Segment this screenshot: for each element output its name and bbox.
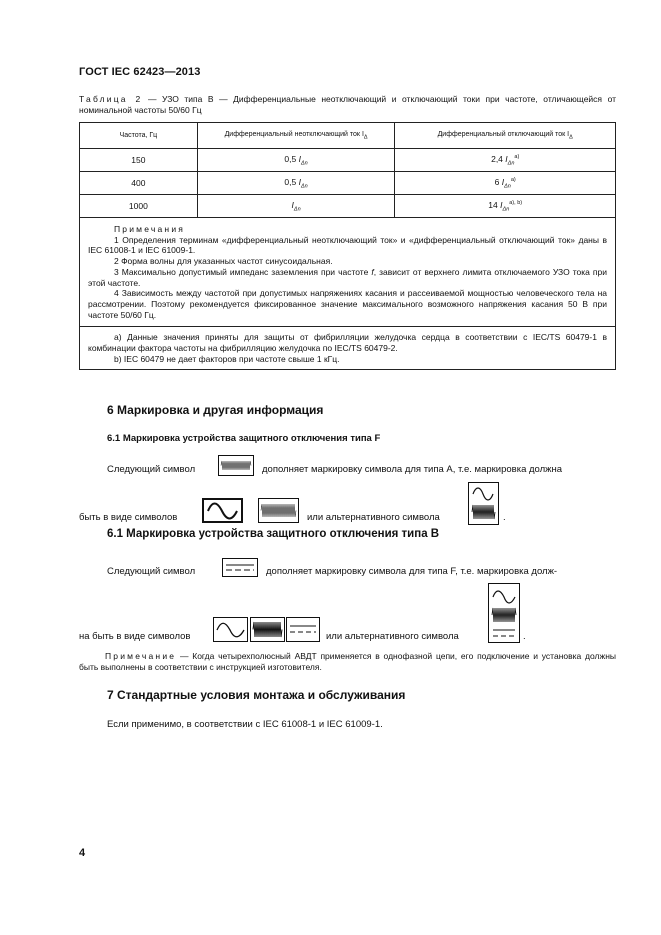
current-symbol: I [298,153,301,164]
document-header: ГОСТ IEC 62423—2013 [79,66,201,78]
section-6-1-f-title: 6.1 Маркировка устройства защитного отключения типа F [107,433,381,444]
hf-wave-box-icon [250,617,285,642]
col-header-trip-text: Дифференциальный отключающий ток I [437,130,570,138]
b-line2-end: . [523,631,526,642]
table-header-row [80,123,616,149]
notes-title: Примечания [114,224,186,234]
combined-type-f-icon [468,482,499,525]
current-subscript: Δn [293,206,301,213]
cell-value: 14 [488,199,501,210]
section-6-note [79,651,616,673]
cell-value: 2,4 [491,153,506,164]
table-row [80,149,616,172]
note-3-text-a: 3 Максимально допустимый импеданс заземления при частоте [114,266,372,277]
footnote-a: a) Данные значения приняты для защиты от фибрилляции желудочка сердца в соответствии с IEC/TS 60479-1 в комбинации фактора частоты на фибрилляцию желудочка по IEC/TS 60479-2. [88,332,607,354]
table-notes-row [80,218,616,327]
cell-frequency: 400 [80,172,198,195]
current-symbol: I [298,176,301,187]
table-footnotes-row [80,327,616,370]
f-line1-b: дополняет маркировку символа для типа A, т.е. маркировка должна [262,464,563,475]
sine-wave-box-icon [213,617,248,642]
section-6-title: 6 Маркировка и другая информация [107,403,324,417]
section-7-text: Если применимо, в соответствии с IEC 61008-1 и IEC 61009-1. [107,719,383,730]
cell-value: 6 [494,176,502,187]
cell-trip [395,149,616,172]
table-caption-label: Таблица 2 [79,94,143,104]
current-subscript: Δn [502,206,510,213]
note-text: — Когда четырехполюсный АВДТ применяется в однофазной цепи, его подключение и установка должны быть выполнены в соответствии с инструкцией изготовителя. [79,651,616,672]
page-number: 4 [79,847,86,859]
current-subscript: Δn [300,183,308,190]
b-line1-a: Следующий символ [107,566,196,577]
b-line2-b: или альтернативного символа [326,631,459,642]
f-line1-a: Следующий символ [107,464,196,475]
current-subscript: Δn [300,160,308,167]
b-line2-a: на быть в виде символов [79,631,191,642]
hf-wave-box-icon [218,455,254,476]
note-2: 2 Форма волны для указанных частот синусоидальная. [114,256,333,267]
col-header-trip-sub: Δ [569,134,573,141]
frequency-table [79,122,616,370]
note-3 [88,267,607,288]
table-footnotes [80,327,616,370]
dc-dashed-box-icon [222,558,258,577]
f-line2-b: или альтернативного символа [307,512,440,523]
cell-value: 0,5 [284,153,299,164]
cell-trip [395,172,616,195]
table-notes [80,218,616,327]
current-symbol: I [501,176,505,187]
sine-wave-box-icon [202,498,243,523]
f-line2-end: . [503,512,506,523]
cell-non-trip [197,172,395,195]
cell-frequency: 150 [80,149,198,172]
col-header-trip [395,123,616,149]
hf-wave-box-icon [258,498,299,523]
b-line1-b: дополняет маркировку символа для типа F, т.е. маркировка долж- [266,566,558,577]
current-subscript: Δn [504,183,511,190]
footnote-ref: a) [510,176,516,183]
f-line2-a: быть в виде символов [79,512,178,523]
section-7-title: 7 Стандартные условия монтажа и обслуживания [107,688,406,702]
note-label: Примечание [105,651,177,661]
col-header-frequency [80,123,198,149]
footnote-ref: a), b) [509,199,523,206]
note-3-f: f [371,266,374,277]
col-header-frequency-text: Частота, Гц [119,132,158,139]
cell-non-trip [197,195,395,218]
current-subscript: Δn [507,160,515,167]
cell-value: 0,5 [284,176,299,187]
col-header-non-trip-sub: Δ [363,134,368,141]
current-symbol: I [291,199,294,210]
section-6-1-b-title: 6.1 Маркировка устройства защитного отключения типа B [107,528,440,540]
footnote-b: b) IEC 60479 не дает факторов при частоте свыше 1 кГц. [114,353,340,364]
dc-dashed-box-icon [286,617,320,642]
cell-trip [395,195,616,218]
note-3-text-b: , зависит от верхнего лимита отключаемого УЗО тока при этой частоте. [88,266,607,288]
cell-non-trip [197,149,395,172]
col-header-non-trip-text: Дифференциальный неотключающий ток I [224,130,364,138]
current-symbol: I [505,153,508,164]
note-1: 1 Определения терминам «дифференциальный неотключающий ток» и «дифференциальный отключающий ток» даны в IEC 61008-1 и IEC 61009-1. [88,234,607,256]
table-caption [79,94,616,116]
combined-type-b-icon [488,583,520,643]
col-header-non-trip [197,123,395,149]
table-row [80,172,616,195]
current-symbol: I [500,199,503,210]
cell-frequency: 1000 [80,195,198,218]
table-row [80,195,616,218]
footnote-ref: a) [514,153,520,160]
table-caption-text: — УЗО типа B — Дифференциальные неотключающий и отключающий токи при частоте, отличающейся от номинальной частоты 50/60 Гц [79,94,617,115]
note-4: 4 Зависимость между частотой при допустимых напряжениях касания и рассеиваемой мощностью человеческого тела на рассмотрении. Поэтому рекомендуется фиксированное значение максимального возможного напряжения касания 50 В при частоте 50/60 Гц. [88,288,607,320]
